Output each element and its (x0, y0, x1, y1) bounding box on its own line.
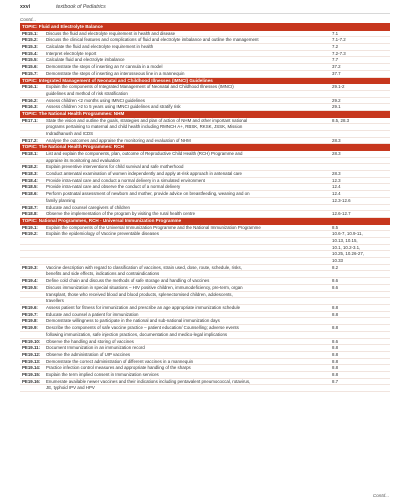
competency-code: PE19.5: (22, 284, 38, 290)
chapter-reference: 8.7 (332, 378, 339, 384)
chapter-reference: 8.8 (332, 311, 339, 317)
competency-text: Demonstrate the steps of inserting an IV cannula in a model (46, 64, 163, 70)
competency-text: Provide intra-natal care and observe the conduct of a normal delivery (46, 184, 181, 190)
chapter-reference (326, 205, 372, 211)
competency-row (20, 245, 390, 252)
competency-row (20, 238, 390, 245)
competency-row (20, 51, 390, 58)
competency-code: PE19.3: (22, 264, 38, 270)
competency-row (20, 205, 390, 212)
competency-code: PE15.1: (22, 30, 38, 36)
chapter-reference (326, 91, 372, 97)
competency-code: PE19.14: (22, 365, 41, 371)
competency-code: PE19.10: (22, 338, 41, 344)
competency-text (46, 258, 326, 264)
competency-code: PE17.1: (22, 117, 38, 123)
chapter-reference (326, 158, 372, 164)
chapter-reference: 8.8 (332, 345, 339, 351)
competency-code (20, 292, 46, 298)
competency-code: PE19.4: (22, 278, 38, 284)
competency-row (20, 339, 390, 346)
book-title: textbook of Pediatrics (56, 4, 106, 10)
competency-text: Educate and counsel a patient for immunization (46, 311, 139, 317)
competency-code: PE19.9: (22, 325, 38, 331)
competency-code: PE18.3: (22, 171, 38, 177)
competency-text: Perform postnatal assessment of newborn and mother, provide advice on breastfeeding, weaning and on (46, 191, 250, 197)
competency-code: PE18.4: (22, 177, 38, 183)
competency-row (20, 164, 390, 171)
competency-row (20, 379, 390, 386)
competency-row (20, 171, 390, 178)
competency-code: PE18.2: (22, 164, 38, 170)
chapter-reference: 8.8 (332, 325, 339, 331)
competency-row (20, 372, 390, 379)
competency-text: Conduct antenatal examination of women independently and apply at-risk approach in antenatal care (46, 171, 242, 177)
topic-heading: TOPIC: National Programmes, RCH - Universal Immunization Programme (20, 218, 390, 225)
competency-row (20, 292, 390, 299)
competency-code: PE18.1: (22, 150, 38, 156)
competency-row (20, 251, 390, 258)
competency-text: Demonstrate the correct administration of different vaccines in a mannequin (46, 358, 194, 364)
competency-row (20, 359, 390, 366)
competency-text: Indradhanush and ICDS (46, 130, 94, 136)
chapter-reference: 12.3 (332, 177, 341, 183)
competency-code: PE15.4: (22, 50, 38, 56)
continued-marker-top: Contd... (20, 17, 37, 22)
competency-row (20, 198, 390, 205)
competency-text: Provide intra-natal care and conduct a normal delivery in a simulated environment (46, 177, 205, 183)
competency-text: State the vision and outline the goals, strategies and plan of action of NHM and other important national (46, 117, 248, 123)
competency-row (20, 31, 390, 38)
competency-text: Calculate the fluid and electrolyte requirement in health (46, 44, 154, 49)
chapter-reference: 7.2-7.3 (332, 50, 346, 56)
competency-text: transplant, those who received blood and blood products, splenectomised children, adolescents, (46, 291, 233, 297)
chapter-reference: 10.13, 10.15, (332, 237, 358, 243)
competency-row (20, 312, 390, 319)
competency-code: PE19.2: (22, 231, 38, 237)
chapter-reference: 10.25, 10.26-27, (332, 251, 364, 257)
competency-code: PE19.7: (22, 311, 38, 317)
topic-heading: TOPIC: The National Health Programmes: RCH (20, 144, 390, 151)
chapter-reference: 28.3 (332, 137, 341, 143)
competency-row (20, 98, 390, 105)
competency-text: Demonstrate the steps of inserting an interosseous line in a mannequin (46, 70, 185, 76)
competency-code: PE19.15: (22, 372, 41, 378)
chapter-reference: 10.33 (332, 258, 343, 264)
competency-text (46, 251, 326, 257)
chapter-reference: 37.7 (332, 70, 341, 76)
chapter-reference: 8.6 (332, 278, 339, 284)
competency-row (20, 278, 390, 285)
chapter-reference (326, 271, 372, 277)
competency-code (20, 245, 46, 251)
chapter-reference (326, 124, 372, 130)
chapter-reference: 12.4 (332, 191, 341, 197)
competency-row (20, 225, 390, 232)
competency-text: guidelines and method of risk stratification (46, 90, 128, 96)
chapter-reference: 8.2 (332, 264, 339, 270)
competency-code (20, 298, 46, 304)
competency-text: Describe the components of safe vaccine practice – patient education/ Counselling; adverse events (46, 325, 239, 331)
competency-code: PE19.16: (22, 378, 41, 384)
chapter-reference: 29.1 (332, 104, 341, 110)
chapter-reference: 10.1, 10.2-3.1, (332, 244, 361, 250)
competency-row (20, 71, 390, 78)
chapter-reference: 29.2 (332, 97, 341, 103)
competency-text: appraise its monitoring and evaluation (46, 157, 120, 163)
topic-heading: TOPIC: Integrated Management of Neonatal and Childhood Illnesses (IMNCI) Guidelines (20, 78, 390, 85)
topic-heading: TOPIC: The National Health Programmes: NHM (20, 111, 390, 118)
competency-row (20, 104, 390, 111)
competency-row (20, 138, 390, 145)
competency-code: PE16.2: (22, 97, 38, 103)
competency-code (20, 251, 46, 257)
competency-code: PE19.8: (22, 318, 38, 324)
competency-text: Practice infection control measures and appropriate handling of the sharps (46, 365, 191, 371)
competency-row (20, 91, 390, 98)
competency-row (20, 318, 390, 325)
competency-code: PE15.5: (22, 57, 38, 63)
competency-row (20, 258, 390, 265)
chapter-reference (326, 298, 372, 304)
competency-code: PE15.3: (22, 44, 38, 49)
competency-row (20, 231, 390, 238)
competency-text: programs pertaining to maternal and child health including RMNCH A+, RBSK, RKSK, JSSK, Mission (46, 124, 243, 130)
competency-row (20, 365, 390, 372)
competency-text: Explain preventive interventions for child survival and safe motherhood (46, 164, 184, 170)
competency-text: JE, typhoid IPV and HPV (46, 385, 95, 391)
competency-row (20, 64, 390, 71)
competency-row (20, 118, 390, 125)
competency-text: Analyse the outcomes and appraise the monitoring and evaluation of NHM (46, 137, 191, 143)
competency-row (20, 37, 390, 44)
competency-text: List and explain the components, plan, outcome of Reproductive Child Health (RCH) Programme and (46, 150, 243, 156)
chapter-reference: 8.8 (332, 304, 339, 310)
chapter-reference: 7.1 (332, 30, 339, 36)
chapter-reference: 12.3-12.6 (332, 197, 351, 203)
competency-text: Vaccine description with regard to classification of vaccines, strain used, dose, route, schedule, risks, (46, 264, 242, 270)
competency-text: Explain the components of the Universal Immunization Programme and the National Immunization Programme (46, 224, 261, 230)
competency-code (20, 91, 46, 97)
chapter-reference: 12.6-12.7 (332, 211, 351, 217)
competency-code: PE18.5: (22, 184, 38, 190)
competency-code (20, 385, 46, 391)
competency-code (20, 238, 46, 244)
competency-text: Define cold chain and discuss the methods of safe storage and handling of vaccines (46, 278, 210, 284)
competency-row (20, 57, 390, 64)
competency-code: PE19.6: (22, 304, 38, 310)
chapter-reference (326, 131, 372, 137)
competency-row (20, 305, 390, 312)
chapter-reference: 7.7 (332, 57, 339, 63)
competency-text: Assess patient for fitness for immunization and prescribe an age appropriate immunization schedule (46, 304, 241, 310)
competency-text: Calculate fluid and electrolyte imbalance (46, 57, 125, 63)
chapter-reference: 8.5, 28.3 (332, 117, 350, 123)
competency-text: travellers (46, 298, 64, 304)
competency-code (20, 131, 46, 137)
competency-code (20, 124, 46, 130)
competency-text: Demonstrate willingness to participate in the national and sub-national immunization days (46, 318, 220, 324)
competency-text: Discuss the clinical features and complications of fluid and electrolyte imbalance and outline the management (46, 37, 259, 43)
competency-text: Discuss the fluid and electrolyte requirement in health and disease (46, 30, 176, 36)
competency-code (20, 258, 46, 264)
competency-text: family planning (46, 197, 76, 203)
competency-table (20, 23, 390, 392)
chapter-reference: 8.8 (332, 358, 339, 364)
chapter-reference: 37.2 (332, 64, 341, 70)
chapter-reference: 29.1-2 (332, 84, 345, 90)
chapter-reference: 8.5 (332, 224, 339, 230)
chapter-reference: 8.8 (332, 351, 339, 357)
competency-text: Discuss immunization in special situations – HIV positive children, immunodeficiency, pre-term, organ (46, 284, 243, 290)
competency-text: Assess children >2 to 5 years using IMNCI guidelines and stratify risk (46, 104, 181, 110)
competency-row (20, 345, 390, 352)
chapter-reference: 7.2 (332, 44, 339, 49)
page-number: xxvi (20, 4, 31, 10)
chapter-reference: 28.3 (332, 171, 341, 177)
competency-row (20, 84, 390, 91)
chapter-reference: 28.3 (332, 150, 341, 156)
competency-text (46, 238, 326, 244)
competency-row (20, 158, 390, 165)
competency-text: Explain the components of Integrated Management of Neonatal and Childhood Illnesses (IMNCI) (46, 84, 234, 90)
competency-row (20, 385, 390, 392)
competency-row (20, 151, 390, 158)
chapter-reference (326, 164, 372, 170)
competency-row (20, 191, 390, 198)
competency-code: PE19.13: (22, 358, 41, 364)
competency-row (20, 44, 390, 51)
competency-text: Explain the epidemiology of Vaccine preventable diseases (46, 231, 159, 237)
topic-heading: TOPIC: Fluid and Electrolyte Balance (20, 24, 390, 31)
chapter-reference: 12.4 (332, 184, 341, 190)
competency-row (20, 352, 390, 359)
header-rule (20, 13, 390, 14)
competency-row (20, 265, 390, 272)
competency-text: Explain the term implied consent in Immunization services (46, 372, 159, 378)
page-header (0, 0, 403, 14)
competency-text: Observe the handling and storing of vaccines (46, 338, 134, 344)
competency-code: PE16.3: (22, 104, 38, 110)
chapter-reference: 10.6-7, 10.9-11, (332, 231, 363, 237)
competency-text: Observe the implementation of the program by visiting the rural health centre (46, 211, 196, 217)
chapter-reference (326, 318, 372, 324)
competency-text: following immunization, safe injection practices, documentation and medico-legal implications (46, 331, 228, 337)
competency-text: Observe the administration of UIP vaccines (46, 351, 131, 357)
chapter-reference: 8.6 (332, 284, 339, 290)
competency-row (20, 131, 390, 138)
competency-text: Enumerate available newer vaccines and their indications including pentavalent pneumococcal, rotavirus, (46, 378, 251, 384)
competency-code: PE15.6: (22, 64, 38, 70)
chapter-reference (326, 385, 372, 391)
competency-code: PE19.1: (22, 224, 38, 230)
competency-row (20, 285, 390, 292)
competency-code: PE19.11: (22, 345, 41, 351)
chapter-reference: 8.6 (332, 338, 339, 344)
competency-code: PE18.7: (22, 204, 38, 210)
chapter-reference: 8.8 (332, 365, 339, 371)
competency-row (20, 325, 390, 332)
competency-code (20, 332, 46, 338)
competency-code (20, 271, 46, 277)
competency-code: PE18.8: (22, 211, 38, 217)
competency-row (20, 332, 390, 339)
competency-text: Document Immunization in an immunization record (46, 345, 145, 351)
competency-row (20, 124, 390, 131)
competency-text: Assess children <2 months using IMNCI guidelines (46, 97, 145, 103)
competency-code (20, 198, 46, 204)
competency-code: PE15.7: (22, 70, 38, 76)
competency-row (20, 178, 390, 185)
competency-text (46, 245, 326, 251)
competency-text: Interpret electrolyte report (46, 50, 97, 56)
competency-code (20, 158, 46, 164)
competency-code: PE19.12: (22, 351, 41, 357)
competency-row (20, 211, 390, 218)
competency-code: PE16.1: (22, 84, 38, 90)
competency-code: PE17.2: (22, 137, 38, 143)
competency-row (20, 184, 390, 191)
chapter-reference (326, 292, 372, 298)
competency-row (20, 271, 390, 278)
competency-text: benefits and side effects, indications and contraindications (46, 271, 160, 277)
chapter-reference: 8.8 (332, 372, 339, 378)
continued-marker-bottom: Contd... (372, 493, 389, 498)
competency-row (20, 298, 390, 305)
chapter-reference: 7.1-7.2 (332, 37, 346, 43)
competency-code: PE18.6: (22, 191, 38, 197)
chapter-reference (326, 332, 372, 338)
competency-text: Educate and counsel caregivers of children (46, 204, 130, 210)
competency-code: PE15.2: (22, 37, 38, 43)
